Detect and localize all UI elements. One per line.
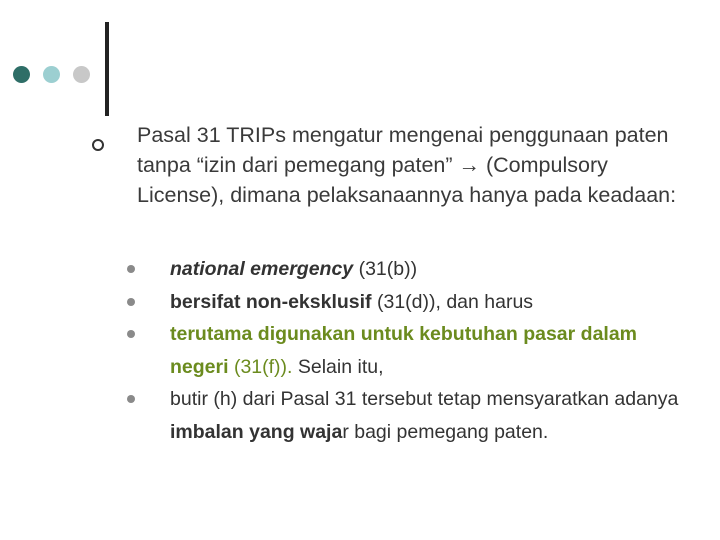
sub-bullet-post: r bagi pemegang paten. xyxy=(342,420,549,443)
sub-bullet-tail: Selain itu, xyxy=(292,355,384,378)
sub-bullet-pre: butir (h) dari Pasal 31 tersebut tetap mensyaratkan adanya xyxy=(170,388,679,410)
decorative-dot-light xyxy=(43,66,60,83)
decorative-vertical-bar xyxy=(105,22,109,116)
sub-bullet-ref: (31(f)). xyxy=(228,355,293,378)
sub-bullet-text xyxy=(170,383,680,448)
sub-bullet-item xyxy=(0,253,720,286)
sub-bullet-list xyxy=(0,253,720,448)
decorative-dot-gray xyxy=(73,66,90,83)
decorative-dot-dark xyxy=(13,66,30,83)
sub-bullet-ref: (31(d)), dan harus xyxy=(371,290,534,313)
sub-bullet-item xyxy=(0,383,720,448)
sub-bullet-term: national emergency xyxy=(170,258,354,280)
filled-bullet-icon xyxy=(127,395,135,403)
sub-bullet-item xyxy=(0,286,720,319)
sub-bullet-text xyxy=(170,253,680,286)
filled-bullet-icon xyxy=(127,265,135,273)
filled-bullet-icon xyxy=(127,330,135,338)
sub-bullet-ref: (31(b)) xyxy=(353,258,418,280)
sub-bullet-text xyxy=(170,286,680,319)
hollow-bullet-icon xyxy=(92,139,104,151)
filled-bullet-icon xyxy=(127,298,135,306)
sub-bullet-text xyxy=(170,318,680,383)
sub-bullet-term: terutama digunakan untuk kebutuhan pasar dalam negeri xyxy=(170,323,638,378)
sub-bullet-item xyxy=(0,318,720,383)
sub-bullet-term: imbalan yang waja xyxy=(170,420,343,443)
sub-bullet-term: bersifat non-eksklusif xyxy=(170,290,372,313)
main-bullet-text: Pasal 31 TRIPs mengatur mengenai penggunaan paten tanpa “izin dari pemegang paten” → (Compulsory License), dimana pelaksanaannya hanya pada keadaan: xyxy=(137,123,677,207)
